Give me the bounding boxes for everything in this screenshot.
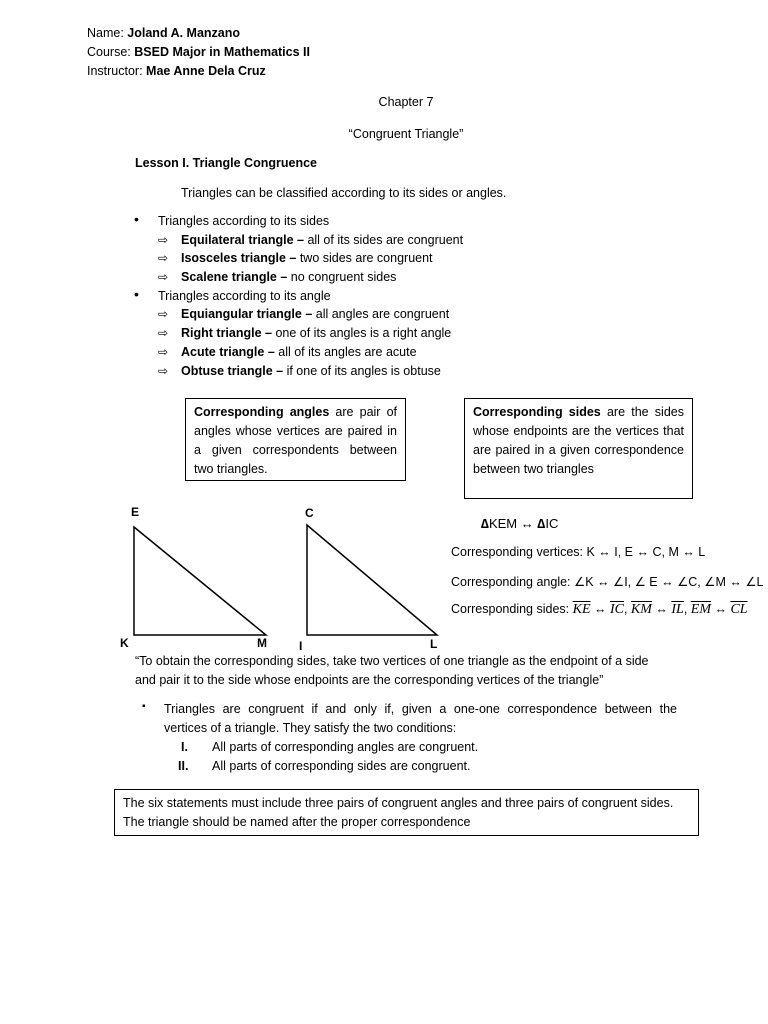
vertex-label: E <box>131 505 140 519</box>
quote-line: and pair it to the side whose endpoints are the corresponding vertices of the triangle” <box>135 673 604 687</box>
condition-number: I. <box>181 740 188 754</box>
vertex-label: M <box>257 636 267 650</box>
arrow-right-icon: ⇨ <box>158 270 169 284</box>
intro-text: Triangles can be classified according to its sides or angles. <box>181 186 507 200</box>
condition-number: II. <box>178 759 189 773</box>
bullet-icon: • <box>134 211 139 227</box>
list-item: Isosceles triangle – two sides are congruent <box>181 251 433 265</box>
bullet-icon: • <box>134 286 139 302</box>
vertex-label: K <box>120 636 129 650</box>
square-bullet-icon: ▪ <box>142 701 146 712</box>
course-name: BSED Major in Mathematics II <box>134 45 310 59</box>
list-heading: Triangles according to its sides <box>158 214 330 228</box>
corresponding-vertices: Corresponding vertices: K ↔ I, E ↔ C, M ↔ L <box>451 545 706 559</box>
chapter-subtitle: “Congruent Triangle” <box>348 127 464 141</box>
congruence-definition-line: Triangles are congruent if and only if, given a one-one correspondence between the <box>164 702 677 716</box>
corresponding-sides-box: Corresponding sides are the sides whose endpoints are the vertices that are paired in a given correspondence between two triangles <box>464 398 693 499</box>
chapter-title: Chapter 7 <box>378 95 434 109</box>
lesson-title: Lesson I. Triangle Congruence <box>135 156 317 170</box>
list-item: Right triangle – one of its angles is a right angle <box>181 326 452 340</box>
arrow-right-icon: ⇨ <box>158 307 169 321</box>
triangle-correspondence: ∆KEM ↔ ∆IC <box>481 516 559 531</box>
name-line: Name: Joland A. Manzano <box>87 26 241 40</box>
vertex-label: C <box>305 506 314 520</box>
note-line: The six statements must include three pairs of congruent angles and three pairs of congruent sides. <box>123 796 674 810</box>
list-heading: Triangles according to its angle <box>158 289 331 303</box>
vertex-label: I <box>299 639 303 653</box>
quote-line: “To obtain the corresponding sides, take two vertices of one triangle as the endpoint of a side <box>135 654 649 668</box>
arrow-right-icon: ⇨ <box>158 251 169 265</box>
arrow-right-icon: ⇨ <box>158 326 169 340</box>
corresponding-angles-box: Corresponding angles are pair of angles whose vertices are paired in a given correspondents between two triangles. <box>185 398 406 481</box>
condition-text: All parts of corresponding sides are congruent. <box>212 759 471 773</box>
corresponding-sides-list: Corresponding sides: $\overline{KE}$ ↔ $\overline{IC}$, $\overline{KM}$ ↔ $\overline{IL}$, $\overline{EM}$ ↔ $\overline{CL}$ <box>451 602 748 617</box>
instructor-line: Instructor: Mae Anne Dela Cruz <box>87 64 266 78</box>
instructor-name: Mae Anne Dela Cruz <box>146 64 266 78</box>
course-line: Course: BSED Major in Mathematics II <box>87 45 310 59</box>
list-item: Scalene triangle – no congruent sides <box>181 270 397 284</box>
arrow-right-icon: ⇨ <box>158 364 169 378</box>
triangle-icl <box>307 525 437 635</box>
list-item: Obtuse triangle – if one of its angles is obtuse <box>181 364 441 378</box>
list-item: Equiangular triangle – all angles are congruent <box>181 307 450 321</box>
triangle-kem <box>134 527 266 635</box>
note-line: The triangle should be named after the proper correspondence <box>123 815 471 829</box>
congruence-definition-line: vertices of a triangle. They satisfy the two conditions: <box>164 721 457 735</box>
note-box <box>114 789 699 836</box>
delta-icon: ∆ <box>537 516 546 531</box>
vertex-label: L <box>430 637 438 651</box>
student-name: Joland A. Manzano <box>127 26 241 40</box>
list-item: Acute triangle – all of its angles are acute <box>181 345 417 359</box>
arrow-right-icon: ⇨ <box>158 345 169 359</box>
delta-icon: ∆ <box>481 516 489 531</box>
corresponding-angle-list: Corresponding angle: ∠K ↔ ∠I, ∠ E ↔ ∠C, ∠M ↔ ∠L <box>451 575 764 589</box>
condition-text: All parts of corresponding angles are congruent. <box>212 740 479 754</box>
arrow-right-icon: ⇨ <box>158 233 169 247</box>
list-item: Equilateral triangle – all of its sides are congruent <box>181 233 464 247</box>
